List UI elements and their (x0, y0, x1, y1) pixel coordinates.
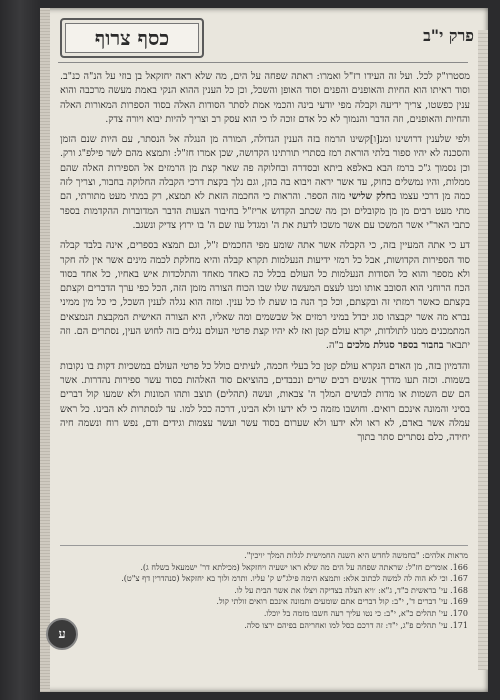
chapter-label: פרק י"ב (423, 26, 474, 45)
page-number-badge (46, 618, 78, 650)
page-number: ע (58, 627, 66, 642)
page-edge-right (478, 30, 488, 670)
page-header (58, 18, 474, 58)
main-text (60, 70, 470, 451)
footnote-168: 168. עי' בראשית כ"ד, ג"א: ׳ויא הצלה בצדיקה ויצלו את אשר הבית על לו. (234, 585, 468, 595)
paragraph-1: מסטרו"ק לכל. ועל זה העידו רז"ל ואמרו: ראתה שפחה על הים, מה שלא ראה יחזקאל בן בוזי על הנ"ה כנ"ב. וסוד ראיתו הוא החיות והאופנים והפנים וסוד האופן והשכל, וכן כל הענין ההוא הנקי באמת מעשה מרכבה והוא ענין כפשטו, צריך ידיעה וקבלה מפי יודעי בינה והכמי אמת לסתר הסודות האלה בסוד הספרות המאורות האלה והחיות והאופנים, וזה הדבר והנמוך לא כל אדם זוכה לו כי הוא עסק רב וצריך להיות יבוא ויורה צדק. (60, 71, 470, 125)
footnote-171: 171. עי' תהלים פ"ג, י"ד: זה דרכם כסל למו ואחריהם בפיהם ירצו סלה. (244, 620, 468, 630)
footnote-169: 169. עי' דברים ד', י"ב: קול דברים אתם שומעים ותמונה אינכם רואים זולתי קול. (216, 597, 468, 607)
footnote-170: 170. עי' תהלים כ"א, י"ב: כי נטו עליך רעה חשבו מזמה בל יוכלו. (263, 608, 468, 618)
page-edge-left (40, 8, 50, 692)
paragraph-2: ולפי שלענין דרושינו ומנ[ו]קשינו הרמוז בזה הענין הגדולה, המורה מן הנגלה אל הנסתר, עם היות שנם הזמן והסכנה לא יהיו ספור בלתי הוראת רמז בסתרי תורתינו הקדושה, שכן אמרו חז"ל: ותמצא מהם לשר פילפ"ג ורק. וכן נסמוך ג"כ ברמז הבא באלפא ביתא ובסדרה ובחלוקה פה שאר קצת מן הרמזים אל הספירות האלה שהם ממלות, והיו נמשלים כחוק, עד אשר יראה ויבוא בה בהן, וגם נלך בקצת דרכי הקבלה החלוקה בחבור, וצריך לזה כמה מן דרכי עצמו בחלק שלישי מזה הספר. והראות כי החכמה הזאת לא תמצא, רק במתי מעט מתורתי, הם מתי מעט רבים מן מן מקובלים וכן מה שכתב הקדוש אריז"ל בחיבור הצעות הדבר המדוברות ההקדמות בספר כתבי האר"י אשר המשכו עם אשר משכו לדעת את ה' ומגדל עוז שם ה' בו ירוץ צדיק ונשגב. (60, 134, 471, 231)
header-rule (58, 62, 468, 63)
footnote-line: מראות אלהים: "בחמשה לחדש היא השנה החמישית לגלות המלך יויכין". (244, 551, 468, 560)
book-title: כסף צרוף (94, 25, 170, 50)
book-title-banner (60, 18, 204, 58)
footnote-166: 166. אומרים חז"ל: שראתה שפחה על הים מה שלא ראו ישעיה ויחזקאל (מכילתא דר' ישמעאל בשלח ג). (140, 562, 468, 572)
paragraph-3: דע כי אתה המעיין בזה, כי הקבלה אשר אתה שומע מפי החכמים ז"ל, וגם תמצא בספרים, אינה בלבד קבלה סוד הספירות הקדושות, אבל כל רמזי ידיעות הנעלמות תקרא קבלה והיא מחלקת לכמה מינים אשר אין לה חקר ולא מספר והוא כל הסודות הנעלמות כל העולם בכלל כה כאחד מאחד והתלכדות איש באחיו, כל אחד בסוד הכח הרוחני הוא הסובב אותו ומנו לעצם המעשה שלו שבו הכוח הצורה מזמן הזה, הכל כפי ערך הדברים וקצתם בקצתם כאשר רמזתי זה ובקצתם, וכל כך הנה בו שעת לו כל ענין. ומזה הוא נגלה לענין השכל, כי כל מין ממיני נברא מה אשר יקבצהו סוג יבדל במיני רמזים אל שבשמים ומה שאליו, היא הצורה האישית המקבצת הנמצאים המתמכנים ממנו לתולדות, יקרא עולם קטן ואז לא יהיו קצת פרטי העולם נגלים בזה לחוש העין, נסתרים הם. וזה יתבאר בחבור בספר סגולת מלכים ב"ה. (60, 240, 470, 352)
bold-phrase: בחבור בספר סגולת מלכים (346, 340, 444, 352)
footnote-167: 167. וכי לא הוה לה למשה לכתוב אלא: ותמצא הימה פילג"ש ק' עליו. ותרמ ולוך בא יחזקאל (סנהדרין דף צ"ט). (121, 574, 468, 584)
footnotes (60, 545, 468, 631)
bold-phrase: חלק שלישי (349, 191, 392, 203)
paragraph-4: והדמיון בזה, מן האדם הנקרא עולם קטן כל בעלי חכמה, לעיתים כולל כל פרטי העולם במשכיות דקות בו נקובות בשמות. וכזה תעו מדרך אנשים רבים שרים ונכבדים, בהוציאם סוד האלהות בסוד עשר ספירות נהדרות. אשר הם שם השמות או מדות לבושים המלך ה' צבאות, ועשה (תהלים) תוצב ותהו המונות ולא שמעו קול דברים בסיני והמונה אינכם רואים. וחושבו מזמה כי לא ידעו ולא הבינו, דרכה ככל למו. עד לנסתרות לא הבינו. כל ראש עמלה אשר באדם, לא ראו ולא ידעו ולא שערום בסוד עשר ועשר עצמות וגידים ודם, נפש רוח ונשמה חיה יחידה, כלם נסתרים סתר בתוך (60, 360, 470, 444)
